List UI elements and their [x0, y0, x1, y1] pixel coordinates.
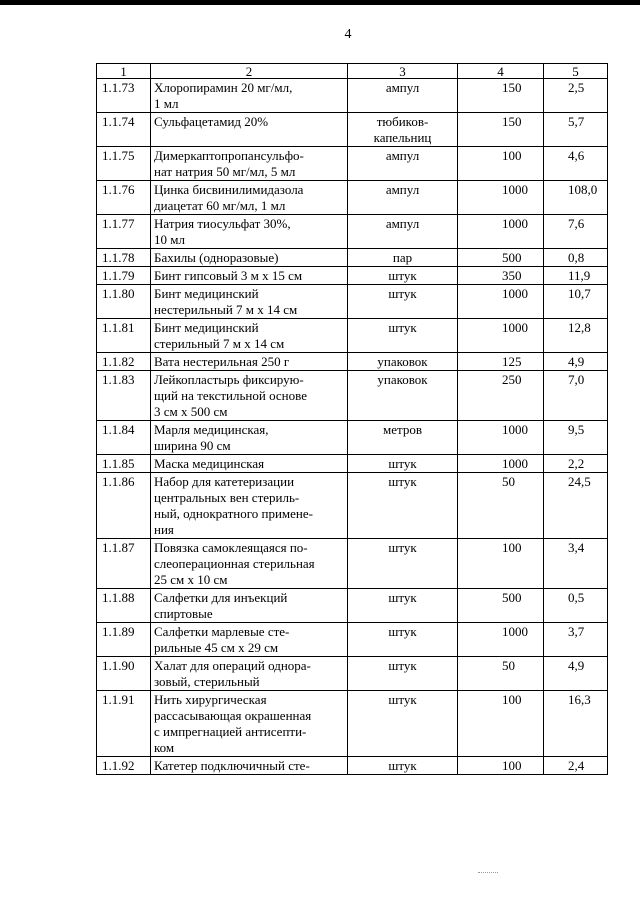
row-number-cell: 1.1.73: [97, 79, 151, 113]
price-cell: 3,4: [544, 539, 608, 589]
row-number-cell: 1.1.75: [97, 147, 151, 181]
unit-cell: ампул: [348, 181, 458, 215]
quantity-cell: 250: [458, 371, 544, 421]
table-row: [97, 657, 608, 691]
quantity-cell: 1000: [458, 181, 544, 215]
price-cell: 24,5: [544, 473, 608, 539]
unit-cell: метров: [348, 421, 458, 455]
price-cell: 108,0: [544, 181, 608, 215]
row-number-cell: 1.1.92: [97, 757, 151, 775]
quantity-cell: 500: [458, 589, 544, 623]
row-number-cell: 1.1.83: [97, 371, 151, 421]
unit-cell: тюбиков- капельниц: [348, 113, 458, 147]
quantity-cell: 50: [458, 657, 544, 691]
row-number-cell: 1.1.90: [97, 657, 151, 691]
row-number-cell: 1.1.76: [97, 181, 151, 215]
item-name-cell: Бинт гипсовый 3 м х 15 см: [151, 267, 348, 285]
table-row: [97, 473, 608, 539]
column-header: 3: [348, 64, 458, 79]
page-number: 4: [344, 27, 352, 42]
price-cell: 2,2: [544, 455, 608, 473]
price-cell: 9,5: [544, 421, 608, 455]
unit-cell: упаковок: [348, 371, 458, 421]
column-header: 2: [151, 64, 348, 79]
column-header: 5: [544, 64, 608, 79]
quantity-cell: 1000: [458, 455, 544, 473]
table-row: [97, 249, 608, 267]
item-name-cell: Вата нестерильная 250 г: [151, 353, 348, 371]
quantity-cell: 1000: [458, 319, 544, 353]
table-header-row: [97, 64, 608, 79]
price-cell: 2,4: [544, 757, 608, 775]
table-row: [97, 353, 608, 371]
item-name-cell: Катетер подключичный сте-: [151, 757, 348, 775]
unit-cell: ампул: [348, 79, 458, 113]
table-row: [97, 371, 608, 421]
unit-cell: штук: [348, 473, 458, 539]
scan-mark: [478, 870, 498, 873]
quantity-cell: 150: [458, 113, 544, 147]
table-row: [97, 589, 608, 623]
quantity-cell: 100: [458, 691, 544, 757]
unit-cell: штук: [348, 757, 458, 775]
row-number-cell: 1.1.79: [97, 267, 151, 285]
unit-cell: ампул: [348, 147, 458, 181]
quantity-cell: 100: [458, 539, 544, 589]
item-name-cell: Маска медицинская: [151, 455, 348, 473]
item-name-cell: Салфетки для инъекций спиртовые: [151, 589, 348, 623]
unit-cell: штук: [348, 589, 458, 623]
item-name-cell: Цинка бисвинилимидазола диацетат 60 мг/мл, 1 мл: [151, 181, 348, 215]
item-name-cell: Натрия тиосульфат 30%, 10 мл: [151, 215, 348, 249]
quantity-cell: 500: [458, 249, 544, 267]
price-cell: 7,6: [544, 215, 608, 249]
price-cell: 4,6: [544, 147, 608, 181]
row-number-cell: 1.1.91: [97, 691, 151, 757]
row-number-cell: 1.1.80: [97, 285, 151, 319]
item-name-cell: Хлоропирамин 20 мг/мл, 1 мл: [151, 79, 348, 113]
unit-cell: ампул: [348, 215, 458, 249]
unit-cell: штук: [348, 455, 458, 473]
table-row: [97, 215, 608, 249]
table-row: [97, 319, 608, 353]
table-row: [97, 267, 608, 285]
table-row: [97, 181, 608, 215]
table-row: [97, 285, 608, 319]
table-row: [97, 113, 608, 147]
item-name-cell: Салфетки марлевые сте- рильные 45 см х 29 см: [151, 623, 348, 657]
quantity-cell: 150: [458, 79, 544, 113]
table-row: [97, 455, 608, 473]
table-row: [97, 147, 608, 181]
unit-cell: штук: [348, 691, 458, 757]
column-header: 1: [97, 64, 151, 79]
row-number-cell: 1.1.78: [97, 249, 151, 267]
row-number-cell: 1.1.85: [97, 455, 151, 473]
item-name-cell: Повязка самоклеящаяся по- слеоперационная стерильная 25 см х 10 см: [151, 539, 348, 589]
table-body: [97, 79, 608, 775]
row-number-cell: 1.1.88: [97, 589, 151, 623]
price-cell: 4,9: [544, 353, 608, 371]
item-name-cell: Димеркаптопропансульфо- нат натрия 50 мг/мл, 5 мл: [151, 147, 348, 181]
unit-cell: штук: [348, 657, 458, 691]
price-cell: 16,3: [544, 691, 608, 757]
price-cell: 10,7: [544, 285, 608, 319]
price-cell: 5,7: [544, 113, 608, 147]
unit-cell: упаковок: [348, 353, 458, 371]
quantity-cell: 1000: [458, 421, 544, 455]
price-cell: 7,0: [544, 371, 608, 421]
table-row: [97, 79, 608, 113]
price-cell: 12,8: [544, 319, 608, 353]
quantity-cell: 350: [458, 267, 544, 285]
table-row: [97, 757, 608, 775]
unit-cell: пар: [348, 249, 458, 267]
quantity-cell: 100: [458, 757, 544, 775]
price-cell: 11,9: [544, 267, 608, 285]
item-name-cell: Нить хирургическая рассасывающая окрашенная с импрегнацией антисепти- ком: [151, 691, 348, 757]
supplies-table: [96, 63, 608, 775]
item-name-cell: Марля медицинская, ширина 90 см: [151, 421, 348, 455]
row-number-cell: 1.1.84: [97, 421, 151, 455]
table-row: [97, 421, 608, 455]
item-name-cell: Сульфацетамид 20%: [151, 113, 348, 147]
price-cell: 0,5: [544, 589, 608, 623]
row-number-cell: 1.1.89: [97, 623, 151, 657]
item-name-cell: Халат для операций однора- зовый, стерильный: [151, 657, 348, 691]
table-row: [97, 539, 608, 589]
row-number-cell: 1.1.82: [97, 353, 151, 371]
table-row: [97, 691, 608, 757]
quantity-cell: 1000: [458, 623, 544, 657]
unit-cell: штук: [348, 539, 458, 589]
price-cell: 0,8: [544, 249, 608, 267]
column-header: 4: [458, 64, 544, 79]
item-name-cell: Бахилы (одноразовые): [151, 249, 348, 267]
row-number-cell: 1.1.81: [97, 319, 151, 353]
row-number-cell: 1.1.77: [97, 215, 151, 249]
item-name-cell: Бинт медицинский нестерильный 7 м х 14 см: [151, 285, 348, 319]
quantity-cell: 125: [458, 353, 544, 371]
row-number-cell: 1.1.87: [97, 539, 151, 589]
quantity-cell: 100: [458, 147, 544, 181]
top-border-bar: [0, 0, 640, 5]
row-number-cell: 1.1.86: [97, 473, 151, 539]
item-name-cell: Набор для катетеризации центральных вен стериль- ный, однократного примене- ния: [151, 473, 348, 539]
price-cell: 2,5: [544, 79, 608, 113]
unit-cell: штук: [348, 319, 458, 353]
quantity-cell: 50: [458, 473, 544, 539]
quantity-cell: 1000: [458, 215, 544, 249]
unit-cell: штук: [348, 285, 458, 319]
quantity-cell: 1000: [458, 285, 544, 319]
item-name-cell: Лейкопластырь фиксирую- щий на текстильной основе 3 см х 500 см: [151, 371, 348, 421]
unit-cell: штук: [348, 267, 458, 285]
table-row: [97, 623, 608, 657]
unit-cell: штук: [348, 623, 458, 657]
row-number-cell: 1.1.74: [97, 113, 151, 147]
price-cell: 3,7: [544, 623, 608, 657]
price-cell: 4,9: [544, 657, 608, 691]
item-name-cell: Бинт медицинский стерильный 7 м х 14 см: [151, 319, 348, 353]
